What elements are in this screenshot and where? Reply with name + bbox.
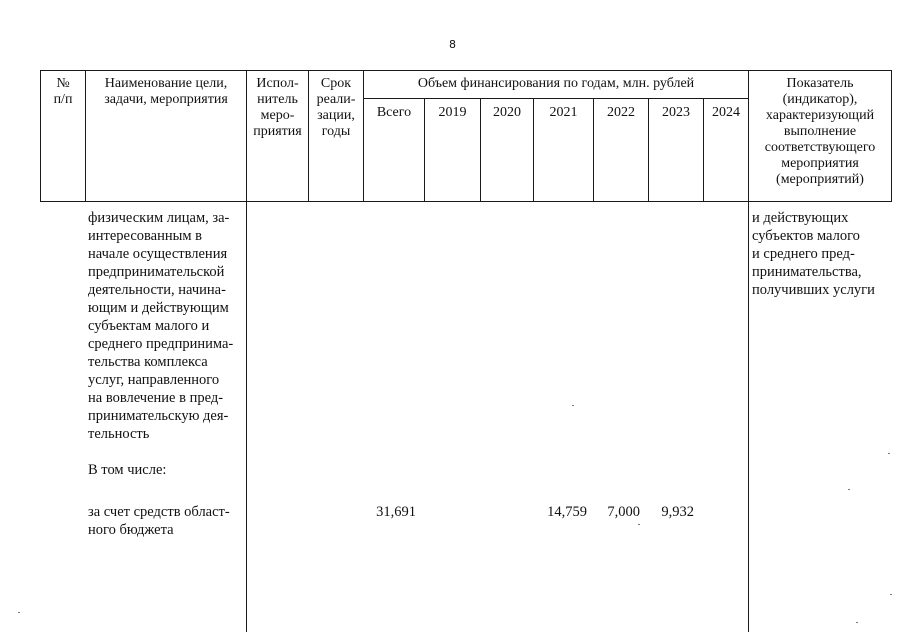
header-year-2023: 2023 xyxy=(662,105,690,120)
regional-2021-value: 14,759 xyxy=(547,504,587,520)
including-label: В том числе: xyxy=(88,462,167,478)
col-border-right xyxy=(891,70,892,202)
header-number: № п/п xyxy=(53,76,73,107)
measure-name-text: физическим лицам, за- интересованным в начале осуществления предпринимательской деятельности, начина- ющим и действующим субъектам малого и среднего предпринима- тельства комплекса услуг, направленного на вовлечение в пред- принимательскую дея- тельность xyxy=(88,210,234,442)
scan-speck xyxy=(572,405,574,406)
funding-subheader-line xyxy=(363,98,748,99)
header-year-2021: 2021 xyxy=(549,105,578,120)
header-total: Всего xyxy=(376,105,412,120)
header-year-2024: 2024 xyxy=(712,105,740,120)
scan-speck xyxy=(638,524,640,525)
regional-budget-label: за счет средств област- ного бюджета xyxy=(88,504,230,538)
table-top-border xyxy=(40,70,892,71)
col-border-name-exec xyxy=(246,70,247,632)
scan-speck xyxy=(848,489,850,490)
regional-total-value: 31,691 xyxy=(376,504,416,520)
regional-2022-value: 7,000 xyxy=(607,504,640,520)
scan-speck xyxy=(856,622,858,623)
header-bottom-border xyxy=(40,201,892,202)
header-funding: Объем финансирования по годам, млн. рублей xyxy=(417,76,695,91)
regional-2023-value: 9,932 xyxy=(661,504,694,520)
scan-speck xyxy=(18,612,20,613)
header-year-2020: 2020 xyxy=(493,105,521,120)
header-indicator: Показатель (индикатор), характеризующий выполнение соответствующего мероприятия (мероприятий) xyxy=(764,76,876,187)
scan-speck xyxy=(888,453,890,454)
page-number: 8 xyxy=(449,38,456,51)
header-year-2019: 2019 xyxy=(438,105,467,120)
header-name: Наименование цели, задачи, мероприятия xyxy=(104,76,228,107)
header-year-2022: 2022 xyxy=(607,105,635,120)
header-term: Срок реали- зации, годы xyxy=(316,76,356,139)
header-executor: Испол- нитель меро- приятия xyxy=(253,76,302,139)
indicator-text: и действующих субъектов малого и среднего пред- принимательства, получивших услуги xyxy=(752,210,875,298)
scan-speck xyxy=(890,594,892,595)
